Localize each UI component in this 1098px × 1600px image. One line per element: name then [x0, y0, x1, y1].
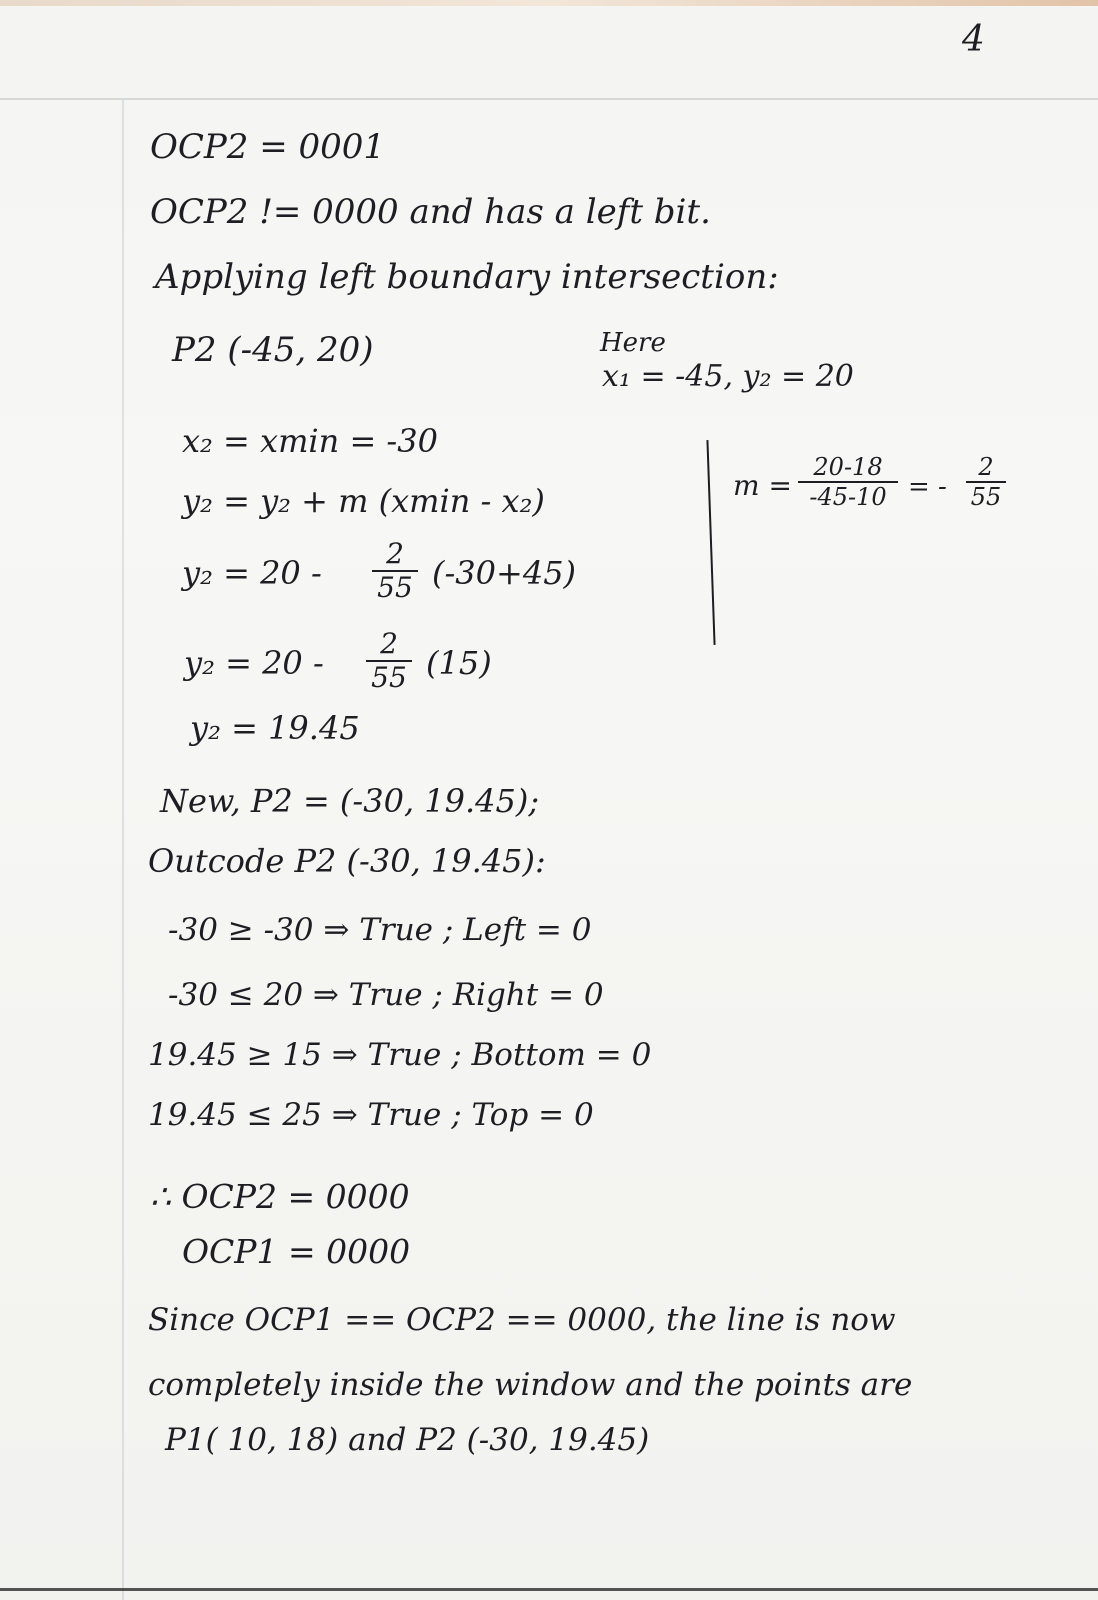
line-x2: x₂ = xmin = -30: [182, 422, 438, 460]
slope-result-fraction: [966, 455, 1006, 509]
slope-num: 20-18: [813, 453, 883, 481]
line-applying: Applying left boundary intersection:: [155, 257, 779, 297]
check-top: 19.45 ≤ 25 ⇒ True ; Top = 0: [148, 1097, 594, 1133]
check-left: -30 ≥ -30 ⇒ True ; Left = 0: [168, 912, 592, 948]
line-p2-point: P2 (-45, 20): [172, 330, 374, 370]
line-outcode-p2: Outcode P2 (-30, 19.45):: [148, 842, 546, 880]
side-divider: [706, 440, 715, 645]
slope-label: m =: [733, 469, 792, 502]
slope-den: -45-10: [809, 483, 887, 511]
frac-num: 2: [386, 537, 404, 570]
line-ocp2-code: OCP2 = 0001: [150, 127, 386, 167]
summary-line-2: completely inside the window and the points are: [148, 1367, 913, 1403]
page-number: 4: [962, 19, 985, 60]
line-new-p2: New, P2 = (-30, 19.45);: [160, 782, 540, 820]
line-y2-sub-a: y₂ = 20 -: [182, 554, 322, 592]
frac-num: 2: [380, 627, 398, 660]
line-y2-calc-b: (15): [426, 644, 492, 682]
line-ocp2-check: OCP2 != 0000 and has a left bit.: [150, 192, 711, 232]
slope-res-den: 55: [970, 483, 1002, 511]
line-y2-result: y₂ = 19.45: [190, 709, 360, 747]
summary-line-3: P1( 10, 18) and P2 (-30, 19.45): [165, 1422, 650, 1458]
frac-den: 55: [371, 661, 407, 694]
frac-den: 55: [377, 571, 413, 604]
result-ocp1: OCP1 = 0000: [182, 1232, 411, 1271]
slope-fraction: [798, 455, 898, 509]
line-y2-sub-b: (-30+45): [432, 554, 577, 592]
top-margin-line: [0, 98, 1098, 100]
slope-equals: = -: [908, 472, 947, 502]
bottom-edge: [0, 1588, 1098, 1591]
fraction-2-55-a: [372, 537, 418, 604]
line-y2-calc-a: y₂ = 20 -: [184, 644, 324, 682]
summary-line-1: Since OCP1 == OCP2 == 0000, the line is now: [148, 1302, 896, 1338]
check-right: -30 ≤ 20 ⇒ True ; Right = 0: [168, 977, 604, 1013]
check-bottom: 19.45 ≥ 15 ⇒ True ; Bottom = 0: [148, 1037, 652, 1073]
line-y2-formula: y₂ = y₂ + m (xmin - x₂): [182, 482, 545, 520]
fraction-2-55-b: [366, 627, 412, 694]
left-margin-line: [122, 100, 124, 1600]
slope-res-num: 2: [978, 453, 994, 481]
here-label: Here: [600, 328, 666, 358]
here-values: x₁ = -45, y₂ = 20: [602, 359, 854, 394]
page-top-edge: [0, 0, 1098, 6]
result-ocp2: ∴ OCP2 = 0000: [150, 1177, 410, 1216]
